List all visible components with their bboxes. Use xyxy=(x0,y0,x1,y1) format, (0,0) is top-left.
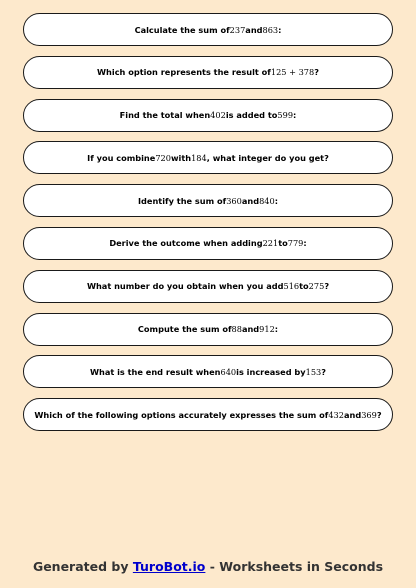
question-text: and xyxy=(241,324,260,335)
question-number: 402 xyxy=(210,110,226,121)
question-number: 125 + 378 xyxy=(270,67,315,78)
question-number: 432 xyxy=(328,409,344,420)
question-text: to xyxy=(278,238,288,249)
question-number: 221 xyxy=(262,238,279,249)
question-4 xyxy=(23,141,393,174)
question-text: : xyxy=(278,24,282,35)
question-number: 237 xyxy=(229,24,246,35)
footer xyxy=(0,559,416,574)
question-number: 360 xyxy=(226,195,242,206)
question-text: : xyxy=(293,110,297,121)
question-text: Which option represents the result of xyxy=(97,67,271,78)
question-text: Find the total when xyxy=(119,110,211,121)
question-7 xyxy=(23,270,393,303)
question-text: ? xyxy=(376,409,382,420)
turobot-link[interactable]: TuroBot.io xyxy=(132,559,206,574)
footer-prefix: Generated by xyxy=(32,559,133,574)
question-text: : xyxy=(303,238,307,249)
question-number: 779 xyxy=(287,238,304,249)
question-number: 153 xyxy=(305,366,322,377)
question-number: 840 xyxy=(259,195,275,206)
question-number: 720 xyxy=(155,152,171,163)
question-8 xyxy=(23,313,393,346)
question-text: ? xyxy=(324,281,330,292)
question-text: ? xyxy=(321,366,327,377)
question-text: What is the end result when xyxy=(89,366,221,377)
question-text: is increased by xyxy=(236,366,306,377)
question-6 xyxy=(23,227,393,260)
question-text: What number do you obtain when you add xyxy=(86,281,284,292)
question-number: 275 xyxy=(308,281,325,292)
question-2 xyxy=(23,56,393,89)
question-number: 863 xyxy=(262,24,279,35)
question-number: 912 xyxy=(259,324,275,335)
question-text: is added to xyxy=(225,110,278,121)
footer-suffix: - Worksheets in Seconds xyxy=(205,559,384,574)
question-text: If you combine xyxy=(87,152,156,163)
question-text: , what integer do you get? xyxy=(206,152,329,163)
question-1 xyxy=(23,13,393,46)
question-text: to xyxy=(299,281,309,292)
question-text: : xyxy=(274,324,279,335)
question-number: 516 xyxy=(283,281,300,292)
question-text: : xyxy=(274,195,278,206)
question-number: 369 xyxy=(361,409,377,420)
question-text: and xyxy=(343,409,362,420)
question-text: with xyxy=(170,152,192,163)
question-text: Calculate the sum of xyxy=(134,24,230,35)
question-list xyxy=(23,13,393,441)
question-text: Compute the sum of xyxy=(137,324,232,335)
question-text: and xyxy=(241,195,260,206)
question-10 xyxy=(23,398,393,431)
question-text: Which of the following options accurately expresses the sum of xyxy=(34,409,329,420)
question-9 xyxy=(23,355,393,388)
question-text: ? xyxy=(314,67,319,78)
question-text: and xyxy=(245,24,263,35)
question-number: 88 xyxy=(231,324,242,335)
question-number: 184 xyxy=(191,152,207,163)
question-text: Identify the sum of xyxy=(138,195,227,206)
question-number: 640 xyxy=(220,366,237,377)
question-5 xyxy=(23,184,393,217)
question-text: Derive the outcome when adding xyxy=(109,238,263,249)
question-number: 599 xyxy=(277,110,294,121)
question-3 xyxy=(23,99,393,132)
